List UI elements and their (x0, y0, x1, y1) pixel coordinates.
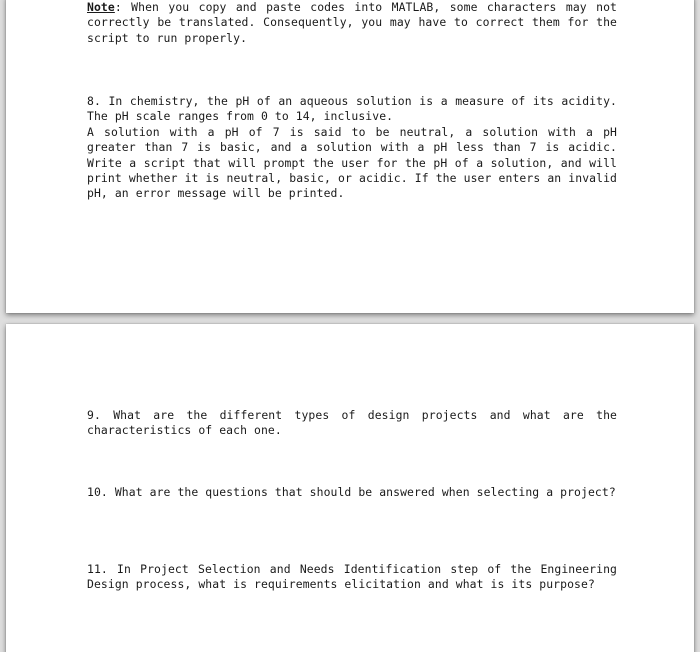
question-8-paragraph (87, 94, 617, 202)
note-paragraph (87, 0, 617, 46)
note-text: : When you copy and paste codes into MATLAB, some characters may not correctly be translated. Consequently, you may have to correct them for the script to run properly. (87, 0, 617, 45)
question-10: 10. What are the questions that should be answered when selecting a project? (87, 485, 616, 499)
question-8-intro: 8. In chemistry, the pH of an aqueous solution is a measure of its acidity. The pH scale ranges from 0 to 14, inclusive. (87, 94, 617, 124)
document-page-1 (6, 0, 694, 313)
question-8-body: A solution with a pH of 7 is said to be neutral, a solution with a pH greater than 7 is basic, and a solution with a pH less than 7 is acidic. Write a script that will prompt the user for the pH of a solution, and will print whether it is neutral, basic, or acidic. If the user enters an invalid pH, an error message will be printed. (87, 124, 617, 201)
question-11: 11. In Project Selection and Needs Identification step of the Engineering Design process, what is requirements elicitation and what is its purpose? (87, 562, 617, 592)
question-9: 9. What are the different types of design projects and what are the characteristics of each one. (87, 408, 617, 438)
note-label: Note (87, 0, 115, 14)
document-page-2 (6, 324, 694, 652)
